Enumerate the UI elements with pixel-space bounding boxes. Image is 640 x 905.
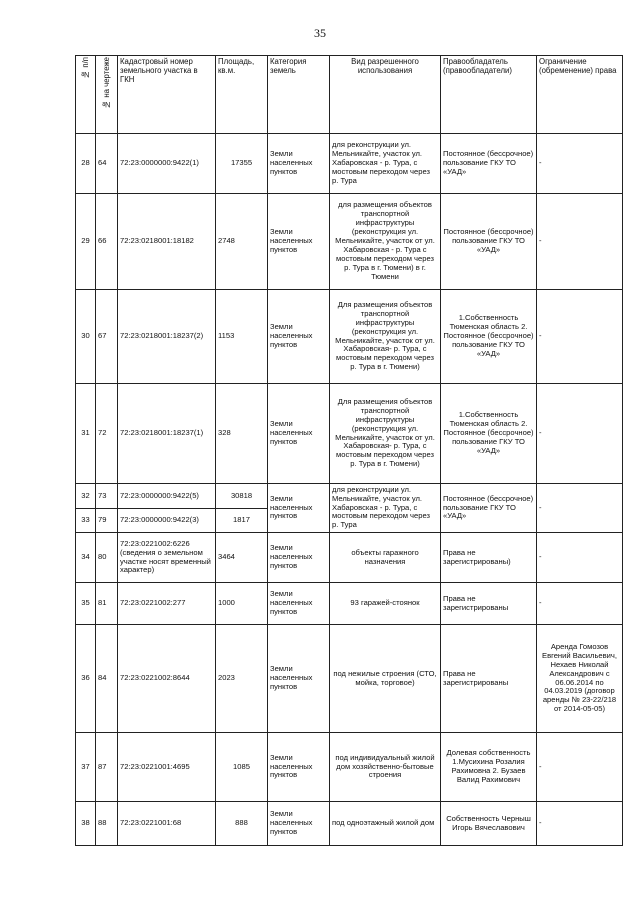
cell-land-category: Земли населенных пунктов (268, 194, 330, 290)
table-row (76, 134, 623, 194)
cell-land-category: Земли населенных пунктов (268, 484, 330, 533)
header-land-category: Категория земель (268, 56, 330, 134)
cell-map-number: 66 (96, 194, 118, 290)
cell-restriction: - (537, 484, 623, 533)
cell-map-number: 84 (96, 625, 118, 733)
cell-permitted-use: под индивидуальный жилой дом хозяйственно-бытовые строения (330, 733, 441, 802)
cell-permitted-use: для реконструкции ул. Мельникайте, участок ул. Хабаровская - р. Тура, с мостовым переходом через р. Тура (330, 134, 441, 194)
cell-index: 37 (76, 733, 96, 802)
cell-permitted-use: для реконструкции ул. Мельникайте, участок ул. Хабаровская - р. Тура, с мостовым переходом через р. Тура (330, 484, 441, 533)
cell-owner: Права не зарегистрированы (441, 625, 537, 733)
cell-owner: Постоянное (бессрочное) пользование ГКУ ТО «УАД» (441, 194, 537, 290)
cell-index: 35 (76, 583, 96, 625)
cell-cadastral-number: 72:23:0218001:18237(1) (118, 384, 216, 484)
cell-map-number: 79 (96, 509, 118, 533)
header-permitted-use: Вид разрешенного использования (330, 56, 441, 134)
cell-area: 3464 (216, 533, 268, 583)
cell-permitted-use: для размещения объектов транспортной инфраструктуры (реконструкция ул. Мельникайте, участок от ул. Хабаровская - р. Тура с мостовым переходом через р. Тура в г. Тюмени) в г. Тюмени (330, 194, 441, 290)
cell-land-category: Земли населенных пунктов (268, 384, 330, 484)
cell-area: 2748 (216, 194, 268, 290)
cell-land-category: Земли населенных пунктов (268, 583, 330, 625)
cell-cadastral-number: 72:23:0000000:9422(1) (118, 134, 216, 194)
cell-land-category: Земли населенных пунктов (268, 733, 330, 802)
cell-area: 30818 (216, 484, 268, 509)
cell-land-category: Земли населенных пунктов (268, 625, 330, 733)
cell-area: 2023 (216, 625, 268, 733)
cell-index: 33 (76, 509, 96, 533)
cell-owner: 1.Собственность Тюменская область 2. Постоянное (бессрочное) пользование ГКУ ТО «УАД» (441, 384, 537, 484)
cell-map-number: 64 (96, 134, 118, 194)
cell-permitted-use: 93 гаражей-стоянок (330, 583, 441, 625)
cell-land-category: Земли населенных пунктов (268, 802, 330, 846)
table-row (76, 625, 623, 733)
cell-map-number: 81 (96, 583, 118, 625)
cell-index: 30 (76, 290, 96, 384)
cell-area: 888 (216, 802, 268, 846)
cell-map-number: 67 (96, 290, 118, 384)
table-row (76, 733, 623, 802)
cell-owner: Долевая собственность 1.Мусихина Розалия Рахимовна 2. Бузаев Валид Рахимович (441, 733, 537, 802)
cell-restriction: - (537, 290, 623, 384)
cell-permitted-use: Для размещения объектов транспортной инфраструктуры (реконструкция ул. Мельникайте, участок от ул. Хабаровская- р. Тура, с мостовым переходом через р. Тура в г. Тюмени) (330, 290, 441, 384)
cell-restriction: - (537, 384, 623, 484)
header-area: Площадь, кв.м. (216, 56, 268, 134)
cell-owner: Права не зарегистрированы) (441, 533, 537, 583)
cell-restriction: - (537, 533, 623, 583)
cell-cadastral-number: 72:23:0221001:4695 (118, 733, 216, 802)
table-row (76, 583, 623, 625)
cell-index: 28 (76, 134, 96, 194)
cell-cadastral-number: 72:23:0000000:9422(3) (118, 509, 216, 533)
cell-area: 1085 (216, 733, 268, 802)
cell-index: 29 (76, 194, 96, 290)
cell-land-category: Земли населенных пунктов (268, 533, 330, 583)
cell-owner: Собственность Черныш Игорь Вячеславович (441, 802, 537, 846)
cell-restriction: - (537, 134, 623, 194)
table-row (76, 384, 623, 484)
page-number: 35 (314, 26, 326, 40)
cell-map-number: 87 (96, 733, 118, 802)
cell-cadastral-number: 72:23:0218001:18182 (118, 194, 216, 290)
cell-cadastral-number: 72:23:0218001:18237(2) (118, 290, 216, 384)
land-plots-table (75, 55, 623, 846)
cell-area: 17355 (216, 134, 268, 194)
cell-map-number: 73 (96, 484, 118, 509)
header-cadastral-number: Кадастровый номер земельного участка в ГКН (118, 56, 216, 134)
cell-permitted-use: под нежилые строения (СТО, мойка, торговое) (330, 625, 441, 733)
cell-cadastral-number: 72:23:0000000:9422(5) (118, 484, 216, 509)
header-restriction: Ограничение (обременение) права (537, 56, 623, 134)
table-row (76, 290, 623, 384)
table-row (76, 194, 623, 290)
cell-index: 36 (76, 625, 96, 733)
header-map-number: № на чертеже (96, 56, 118, 134)
cell-area: 1817 (216, 509, 268, 533)
header-owner: Правообладатель (правообладатели) (441, 56, 537, 134)
cell-restriction: - (537, 194, 623, 290)
cell-map-number: 80 (96, 533, 118, 583)
cell-map-number: 72 (96, 384, 118, 484)
cell-area: 328 (216, 384, 268, 484)
cell-owner: 1.Собственность Тюменская область 2. Постоянное (бессрочное) пользование ГКУ ТО «УАД» (441, 290, 537, 384)
table-row (76, 802, 623, 846)
cell-index: 34 (76, 533, 96, 583)
cell-index: 38 (76, 802, 96, 846)
cell-land-category: Земли населенных пунктов (268, 134, 330, 194)
cell-cadastral-number: 72:23:0221002:6226 (сведения о земельном участке носят временный характер) (118, 533, 216, 583)
cell-owner: Постоянное (бессрочное) пользование ГКУ ТО «УАД» (441, 484, 537, 533)
cell-restriction: - (537, 802, 623, 846)
cell-permitted-use: объекты гаражного назначения (330, 533, 441, 583)
table-row (76, 484, 623, 509)
cell-permitted-use: Для размещения объектов транспортной инфраструктуры (реконструкция ул. Мельникайте, участок от ул. Хабаровская- р. Тура, с мостовым переходом через р. Тура в г. Тюмени) (330, 384, 441, 484)
header-index: № п/п (76, 56, 96, 134)
cell-area: 1000 (216, 583, 268, 625)
cell-cadastral-number: 72:23:0221002:8644 (118, 625, 216, 733)
cell-restriction: - (537, 583, 623, 625)
table-row (76, 533, 623, 583)
cell-land-category: Земли населенных пунктов (268, 290, 330, 384)
cell-permitted-use: под одноэтажный жилой дом (330, 802, 441, 846)
cell-area: 1153 (216, 290, 268, 384)
cell-index: 31 (76, 384, 96, 484)
cell-index: 32 (76, 484, 96, 509)
cell-restriction: - (537, 733, 623, 802)
header-row (76, 56, 623, 134)
cell-cadastral-number: 72:23:0221002:277 (118, 583, 216, 625)
cell-restriction: Аренда Гомозов Евгений Васильевич, Нехаев Николай Александрович с 06.06.2014 по 04.03.2019 (договор аренды № 23-22/218 от 2014-05-05) (537, 625, 623, 733)
cell-map-number: 88 (96, 802, 118, 846)
cell-owner: Постоянное (бессрочное) пользование ГКУ ТО «УАД» (441, 134, 537, 194)
cell-cadastral-number: 72:23:0221001:68 (118, 802, 216, 846)
cell-owner: Права не зарегистрированы (441, 583, 537, 625)
